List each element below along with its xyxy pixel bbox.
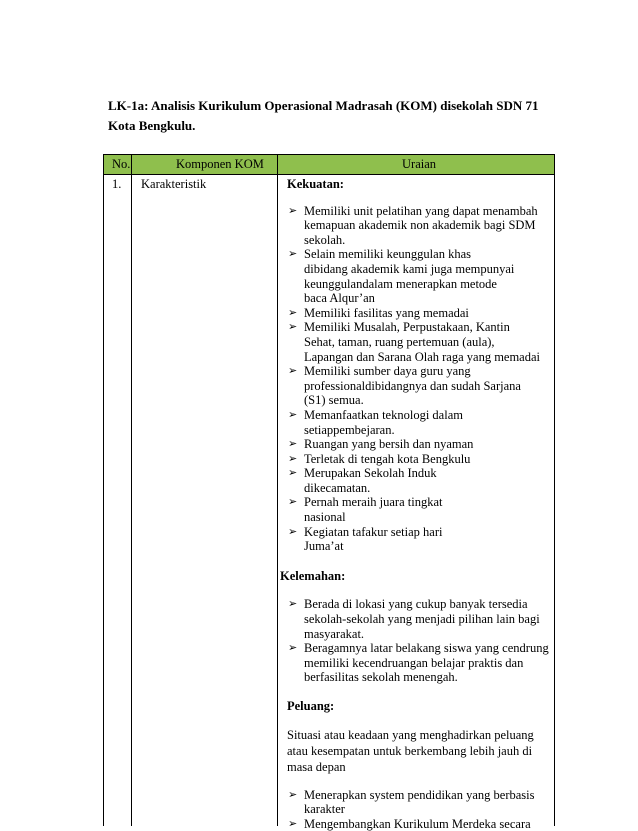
list-item-line: Memiliki fasilitas yang memadai <box>304 305 469 320</box>
peluang-list <box>280 788 554 831</box>
list-item <box>280 306 554 321</box>
list-item-line: Mengembangkan Kurikulum Merdeka secara <box>304 816 531 831</box>
peluang-description-line: atau kesempatan untuk berkembang lebih jauh di <box>287 743 533 758</box>
list-item-line: Berada di lokasi yang cukup banyak tersedia <box>304 597 528 612</box>
list-item-line: Memanfaatkan teknologi dalam <box>304 407 463 422</box>
list-item-line: Merupakan Sekolah Induk <box>304 466 437 481</box>
kelemahan-list <box>280 597 554 685</box>
arrow-bullet-icon: ➢ <box>288 306 298 319</box>
arrow-bullet-icon: ➢ <box>288 438 298 451</box>
list-item <box>280 437 554 452</box>
list-item <box>280 597 554 641</box>
column-divider-1 <box>131 155 132 826</box>
list-item-line: setiappembejaran. <box>304 422 395 437</box>
list-item-line: dikecamatan. <box>304 480 371 495</box>
list-item-line: Lapangan dan Sarana Olah raga yang memadai <box>304 349 541 364</box>
arrow-bullet-icon: ➢ <box>288 408 298 421</box>
kelemahan-title: Kelemahan: <box>280 568 346 583</box>
arrow-bullet-icon: ➢ <box>288 642 298 655</box>
arrow-bullet-icon: ➢ <box>288 817 298 830</box>
title-line-1: LK-1a: Analisis Kurikulum Operasional Madrasah (KOM) disekolah SDN 71 <box>108 98 539 113</box>
list-item-line: Sehat, taman, ruang pertemuan (aula), <box>304 334 495 349</box>
list-item-line: sekolah. <box>304 232 346 247</box>
list-item-line: Juma’at <box>304 539 344 554</box>
list-item-line: Memiliki Musalah, Perpustakaan, Kantin <box>304 320 510 335</box>
list-item <box>280 408 554 437</box>
list-item <box>280 495 554 524</box>
header-no: No. <box>112 157 131 171</box>
list-item-line: kemapuan akademik non akademik bagi SDM <box>304 218 536 233</box>
title-line-2: Kota Bengkulu. <box>108 118 196 133</box>
list-item-line: baca Alqur’an <box>304 291 375 306</box>
arrow-bullet-icon: ➢ <box>288 788 298 801</box>
list-item-line: berfasilitas sekolah menengah. <box>304 670 458 685</box>
list-item-line: memiliki kecendruangan belajar praktis dan <box>304 655 524 670</box>
list-item <box>280 525 554 554</box>
list-item-line: (S1) semua. <box>304 393 364 408</box>
list-item <box>280 204 554 248</box>
peluang-description-line: masa depan <box>287 759 346 774</box>
list-item-line: Menerapkan system pendidikan yang berbasis <box>304 787 535 802</box>
list-item <box>280 641 554 685</box>
arrow-bullet-icon: ➢ <box>288 496 298 509</box>
peluang-title: Peluang: <box>287 699 335 713</box>
list-item <box>280 320 554 364</box>
list-item-line: Selain memiliki keunggulan khas <box>304 247 471 262</box>
list-item <box>280 817 554 831</box>
list-item-line: masyarakat. <box>304 626 365 641</box>
arrow-bullet-icon: ➢ <box>288 452 298 465</box>
arrow-bullet-icon: ➢ <box>288 467 298 480</box>
arrow-bullet-icon: ➢ <box>288 525 298 538</box>
kekuatan-list <box>280 204 554 554</box>
list-item-line: Pernah meraih juara tingkat <box>304 495 443 510</box>
list-item <box>280 466 554 495</box>
list-item-line: keunggulandalam menerapkan metode <box>304 276 497 291</box>
kekuatan-title: Kekuatan: <box>287 177 344 191</box>
list-item-line: Beragamnya latar belakang siswa yang cendrung <box>304 641 549 656</box>
list-item-line: Ruangan yang bersih dan nyaman <box>304 437 474 452</box>
peluang-description-line: Situasi atau keadaan yang menghadirkan peluang <box>287 727 534 742</box>
arrow-bullet-icon: ➢ <box>288 204 298 217</box>
list-item <box>280 364 554 408</box>
row-component: Karakteristik <box>141 177 207 191</box>
list-item-line: Kegiatan tafakur setiap hari <box>304 524 443 539</box>
list-item-line: Terletak di tengah kota Bengkulu <box>304 451 471 466</box>
table-header <box>104 155 554 175</box>
document-title <box>108 96 548 136</box>
list-item <box>280 452 554 467</box>
list-item-line: professionaldibidangnya dan sudah Sarjana <box>304 378 521 393</box>
header-komponen: Komponen KOM <box>176 157 264 171</box>
row-number: 1. <box>112 177 122 191</box>
arrow-bullet-icon: ➢ <box>288 248 298 261</box>
list-item <box>280 247 554 305</box>
arrow-bullet-icon: ➢ <box>288 321 298 334</box>
kom-analysis-table <box>103 154 555 831</box>
column-divider-2 <box>277 155 278 826</box>
peluang-description <box>280 727 554 775</box>
uraian-cell <box>280 175 554 831</box>
arrow-bullet-icon: ➢ <box>288 365 298 378</box>
header-uraian: Uraian <box>402 157 437 171</box>
list-item-line: dibidang akademik kami juga mempunyai <box>304 261 515 276</box>
list-item <box>280 788 554 817</box>
list-item-line: sekolah-sekolah yang menjadi pilihan lain bagi <box>304 612 540 627</box>
list-item-line: Memiliki sumber daya guru yang <box>304 364 471 379</box>
arrow-bullet-icon: ➢ <box>288 598 298 611</box>
list-item-line: karakter <box>304 802 345 817</box>
list-item-line: Memiliki unit pelatihan yang dapat menambah <box>304 203 538 218</box>
list-item-line: nasional <box>304 510 346 525</box>
